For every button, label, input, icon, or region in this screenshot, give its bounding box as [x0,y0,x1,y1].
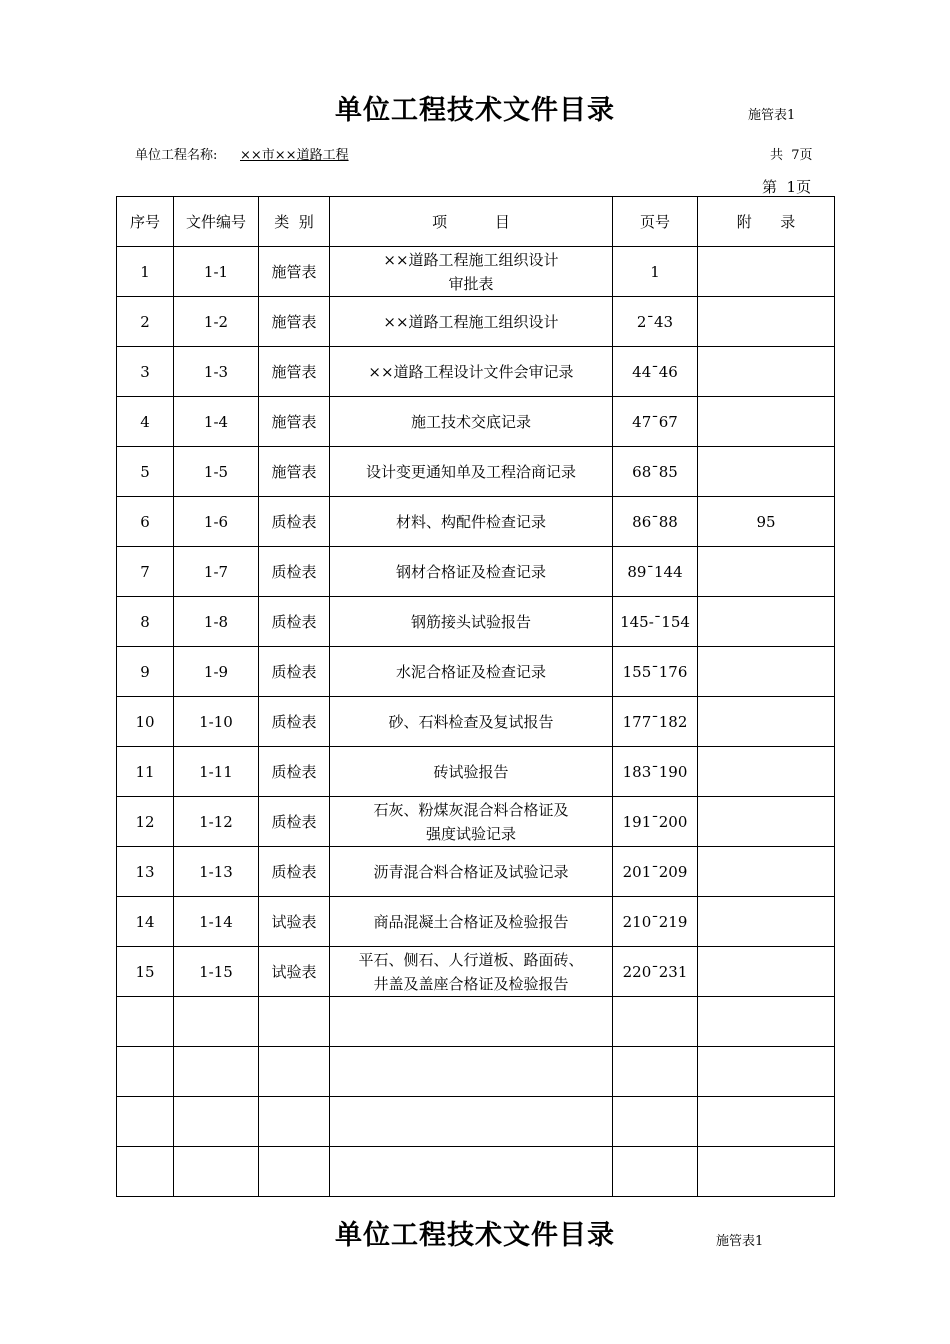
table-row [117,447,835,497]
cell-item [330,1047,613,1097]
table-row [117,647,835,697]
table-row [117,747,835,797]
cell-type: 质检表 [259,747,330,797]
cell-item: 商品混凝土合格证及检验报告 [330,897,613,947]
table-row [117,597,835,647]
table-row [117,247,835,297]
table-row [117,697,835,747]
cell-item: 钢筋接头试验报告 [330,597,613,647]
table-row [117,547,835,597]
cell-item: 砂、石料检查及复试报告 [330,697,613,747]
cell-type: 施管表 [259,347,330,397]
project-name: ××市××道路工程 [240,148,349,163]
page-number: 第 1页 [762,178,812,196]
cell-no [117,1147,174,1197]
cell-item [330,1147,613,1197]
cell-type: 质检表 [259,797,330,847]
table-row [117,997,835,1047]
cell-type: 施管表 [259,297,330,347]
cell-item: ××道路工程施工组织设计 审批表 [330,247,613,297]
cell-pages: 44¯46 [613,347,698,397]
cell-item: 砖试验报告 [330,747,613,797]
cell-type: 施管表 [259,447,330,497]
page-2-form-code: 施管表1 [716,1234,764,1249]
cell-pages: 145-¯154 [613,597,698,647]
cell-item: 设计变更通知单及工程洽商记录 [330,447,613,497]
cell-pages: 177¯182 [613,697,698,747]
cell-code [174,1097,259,1147]
cell-appendix [698,997,835,1047]
cell-no [117,1097,174,1147]
table-row [117,1047,835,1097]
cell-pages [613,1147,698,1197]
file-catalog-table [116,196,835,1197]
cell-code: 1-2 [174,297,259,347]
cell-appendix [698,797,835,847]
cell-type: 质检表 [259,497,330,547]
cell-type [259,997,330,1047]
cell-item: ××道路工程施工组织设计 [330,297,613,347]
cell-appendix [698,1147,835,1197]
cell-type [259,1097,330,1147]
cell-code [174,997,259,1047]
cell-code [174,1147,259,1197]
cell-appendix [698,1097,835,1147]
cell-code: 1-4 [174,397,259,447]
cell-no: 8 [117,597,174,647]
cell-no: 13 [117,847,174,897]
cell-code: 1-10 [174,697,259,747]
project-label: 单位工程名称: [135,148,218,163]
cell-code: 1-3 [174,347,259,397]
cell-pages: 2¯43 [613,297,698,347]
cell-no [117,1047,174,1097]
cell-item: 材料、构配件检查记录 [330,497,613,547]
cell-no: 6 [117,497,174,547]
cell-pages: 210¯219 [613,897,698,947]
cell-item [330,1097,613,1147]
cell-pages: 86¯88 [613,497,698,547]
cell-item: 钢材合格证及检查记录 [330,547,613,597]
table-row [117,1147,835,1197]
header-cell: 项 目 [330,197,613,247]
cell-type: 试验表 [259,897,330,947]
cell-type [259,1147,330,1197]
form-code: 施管表1 [748,108,796,123]
cell-no: 1 [117,247,174,297]
header-cell: 文件编号 [174,197,259,247]
cell-code: 1-9 [174,647,259,697]
cell-type: 质检表 [259,597,330,647]
cell-pages: 220¯231 [613,947,698,997]
cell-appendix [698,847,835,897]
cell-no: 5 [117,447,174,497]
cell-appendix [698,597,835,647]
cell-item [330,997,613,1047]
cell-type: 质检表 [259,697,330,747]
cell-no [117,997,174,1047]
cell-appendix [698,297,835,347]
table-row [117,497,835,547]
cell-appendix [698,697,835,747]
cell-appendix [698,347,835,397]
cell-pages: 191¯200 [613,797,698,847]
cell-type: 施管表 [259,247,330,297]
cell-code: 1-11 [174,747,259,797]
cell-code: 1-5 [174,447,259,497]
cell-code: 1-14 [174,897,259,947]
table-row [117,797,835,847]
table-row [117,347,835,397]
cell-appendix [698,447,835,497]
cell-appendix [698,747,835,797]
cell-code: 1-7 [174,547,259,597]
cell-item: 石灰、粉煤灰混合料合格证及 强度试验记录 [330,797,613,847]
cell-type: 质检表 [259,547,330,597]
cell-code [174,1047,259,1097]
cell-appendix [698,897,835,947]
cell-no: 12 [117,797,174,847]
cell-pages [613,1097,698,1147]
cell-pages: 155¯176 [613,647,698,697]
cell-no: 7 [117,547,174,597]
cell-code: 1-1 [174,247,259,297]
cell-pages: 89¯144 [613,547,698,597]
cell-appendix [698,647,835,697]
table-row [117,847,835,897]
cell-item: 平石、侧石、人行道板、路面砖、 井盖及盖座合格证及检验报告 [330,947,613,997]
cell-appendix [698,397,835,447]
table-header-row [117,197,835,247]
table-row [117,397,835,447]
table-row [117,897,835,947]
page-title: 单位工程技术文件目录 [335,95,615,126]
cell-no: 2 [117,297,174,347]
cell-item: 沥青混合料合格证及试验记录 [330,847,613,897]
cell-code: 1-6 [174,497,259,547]
cell-appendix [698,547,835,597]
table-row [117,297,835,347]
cell-no: 10 [117,697,174,747]
page-2-title: 单位工程技术文件目录 [335,1220,615,1251]
cell-pages [613,997,698,1047]
cell-no: 3 [117,347,174,397]
cell-appendix [698,247,835,297]
cell-type [259,1047,330,1097]
cell-appendix [698,1047,835,1097]
cell-item: 施工技术交底记录 [330,397,613,447]
cell-pages: 47¯67 [613,397,698,447]
cell-code: 1-13 [174,847,259,897]
cell-pages: 1 [613,247,698,297]
table-row [117,1097,835,1147]
cell-appendix [698,947,835,997]
cell-type: 质检表 [259,647,330,697]
cell-code: 1-12 [174,797,259,847]
cell-type: 试验表 [259,947,330,997]
cell-code: 1-15 [174,947,259,997]
cell-type: 质检表 [259,847,330,897]
cell-no: 4 [117,397,174,447]
cell-no: 15 [117,947,174,997]
cell-no: 14 [117,897,174,947]
cell-pages: 183¯190 [613,747,698,797]
table-row [117,947,835,997]
cell-pages: 68¯85 [613,447,698,497]
cell-code: 1-8 [174,597,259,647]
cell-pages [613,1047,698,1097]
cell-type: 施管表 [259,397,330,447]
header-cell: 附 录 [698,197,835,247]
cell-item: ××道路工程设计文件会审记录 [330,347,613,397]
total-pages: 共 7页 [770,148,813,163]
cell-pages: 201¯209 [613,847,698,897]
cell-appendix: 95 [698,497,835,547]
header-cell: 序号 [117,197,174,247]
cell-no: 11 [117,747,174,797]
cell-item: 水泥合格证及检查记录 [330,647,613,697]
cell-no: 9 [117,647,174,697]
header-cell: 类 别 [259,197,330,247]
header-cell: 页号 [613,197,698,247]
